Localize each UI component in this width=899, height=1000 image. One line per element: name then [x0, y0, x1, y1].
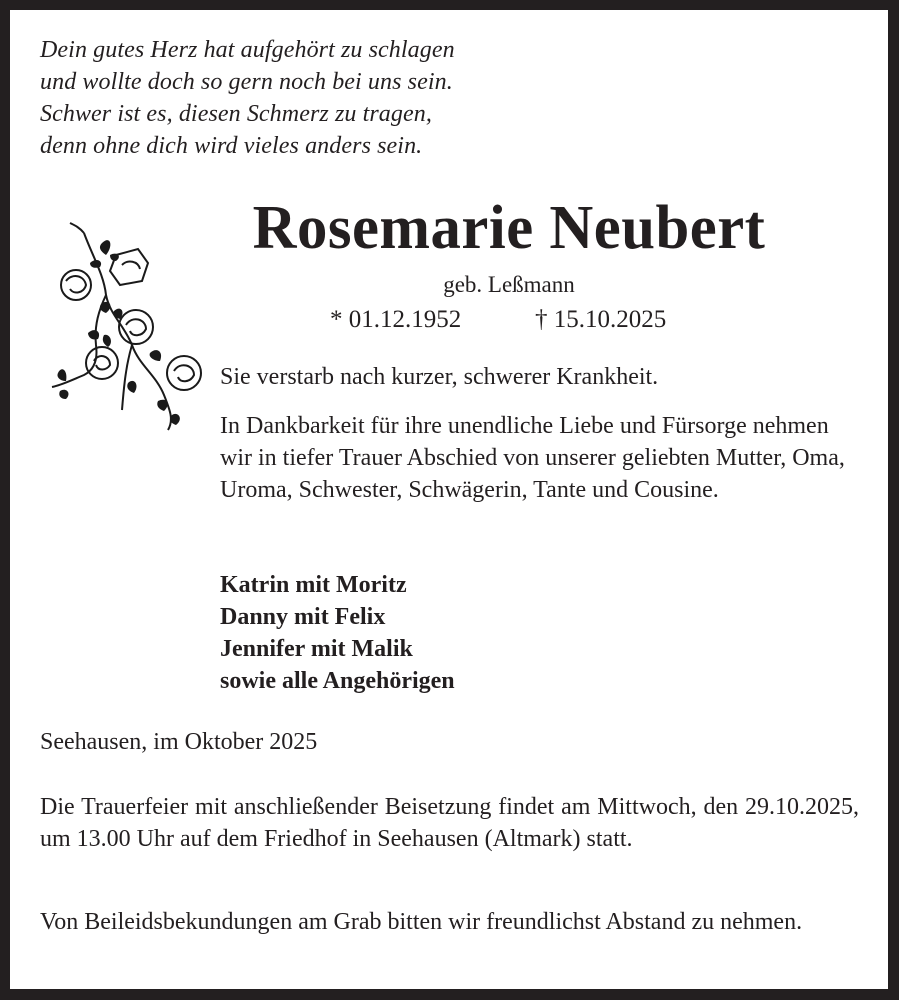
poem-line: Dein gutes Herz hat aufgehört zu schlagen	[40, 37, 455, 63]
signer: Danny mit Felix	[220, 604, 386, 630]
ceremony-info: Die Trauerfeier mit anschließender Beisetzung findet am Mittwoch, den 29.10.2025, um 13.00 Uhr auf dem Friedhof in Seehausen (Altmark) statt.	[40, 794, 859, 852]
obituary-notice	[10, 10, 888, 989]
memorial-poem	[40, 34, 455, 162]
obituary-body	[220, 361, 860, 506]
rose-branch-icon	[44, 215, 209, 435]
birth-date: * 01.12.1952	[330, 306, 462, 333]
deceased-name: Rosemarie Neubert	[252, 194, 766, 262]
poem-line: denn ohne dich wird vieles anders sein.	[40, 133, 423, 159]
farewell-text: In Dankbarkeit für ihre unendliche Liebe und Fürsorge nehmen wir in tiefer Trauer Abschied von unserer geliebten Mutter, Oma, Uroma, Schwester, Schwägerin, Tante und Cousine.	[220, 413, 845, 503]
signer: Katrin mit Moritz	[220, 572, 407, 598]
death-date: † 15.10.2025	[535, 306, 667, 333]
poem-line: und wollte doch so gern noch bei uns sein.	[40, 69, 453, 95]
maiden-name: geb. Leßmann	[443, 272, 575, 297]
condolence-note: Von Beileidsbekundungen am Grab bitten wir freundlichst Abstand zu nehmen.	[40, 909, 803, 935]
signers-list	[220, 569, 455, 697]
signer: Jennifer mit Malik	[220, 636, 413, 662]
cause-of-death-text: Sie verstarb nach kurzer, schwerer Krankheit.	[220, 364, 659, 390]
signer: sowie alle Angehörigen	[220, 668, 455, 694]
place-date: Seehausen, im Oktober 2025	[40, 729, 318, 755]
poem-line: Schwer ist es, diesen Schmerz zu tragen,	[40, 101, 432, 127]
